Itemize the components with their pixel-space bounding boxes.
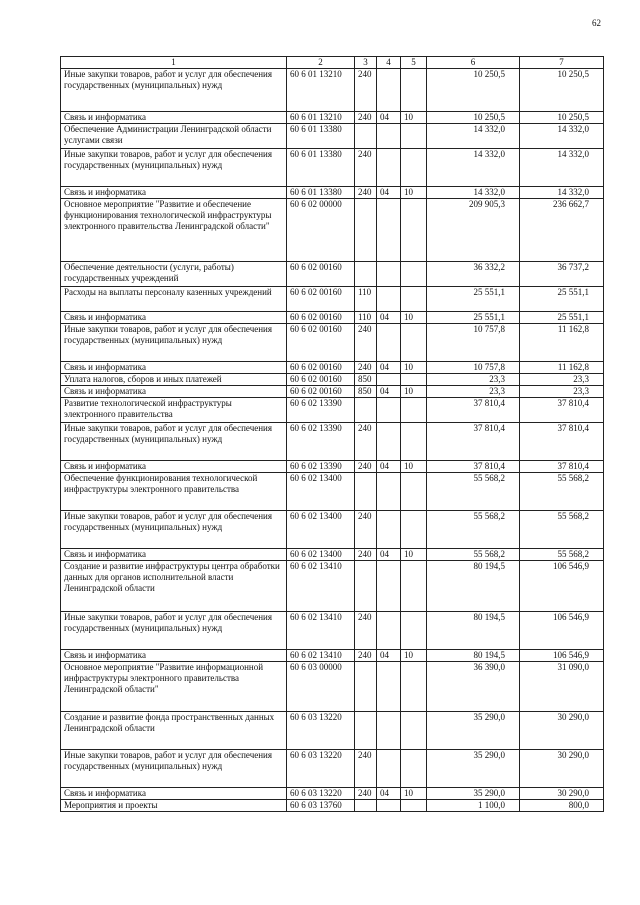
- pr-cell: 10: [401, 312, 427, 324]
- value-2025-cell: 55 568,2: [520, 549, 604, 561]
- value-2025-cell: 36 737,2: [520, 262, 604, 287]
- value-2025-cell: 236 662,7: [520, 199, 604, 262]
- value-2025-cell: 37 810,4: [520, 461, 604, 473]
- pr-cell: [401, 149, 427, 187]
- value-2024-cell: 35 290,0: [427, 750, 520, 788]
- value-2025-cell: 25 551,1: [520, 287, 604, 312]
- rz-cell: 04: [377, 112, 401, 124]
- pr-cell: [401, 287, 427, 312]
- rz-cell: 04: [377, 362, 401, 374]
- rz-cell: [377, 511, 401, 549]
- rz-cell: [377, 561, 401, 612]
- rz-cell: 04: [377, 788, 401, 800]
- rz-cell: [377, 374, 401, 386]
- pr-cell: [401, 612, 427, 650]
- value-2025-cell: 14 332,0: [520, 149, 604, 187]
- name-cell: Обеспечение Администрации Ленинградской области услугами связи: [61, 124, 287, 149]
- value-2025-cell: 55 568,2: [520, 473, 604, 511]
- value-2024-cell: 1 100,0: [427, 800, 520, 812]
- value-2025-cell: 37 810,4: [520, 398, 604, 423]
- table-row: [61, 386, 604, 398]
- code-cell: 60 6 02 13410: [287, 650, 355, 662]
- name-cell: Связь и информатика: [61, 549, 287, 561]
- code-cell: 60 6 01 13380: [287, 187, 355, 199]
- table-row: [61, 549, 604, 561]
- rz-cell: [377, 423, 401, 461]
- header-cell: 2: [287, 57, 355, 69]
- vr-cell: [355, 800, 377, 812]
- vr-cell: [355, 662, 377, 712]
- name-cell: Обеспечение деятельности (услуги, работы) государственных учреждений: [61, 262, 287, 287]
- value-2024-cell: 36 390,0: [427, 662, 520, 712]
- name-cell: Иные закупки товаров, работ и услуг для обеспечения государственных (муниципальных) нужд: [61, 149, 287, 187]
- value-2024-cell: 80 194,5: [427, 561, 520, 612]
- table-row: [61, 362, 604, 374]
- code-cell: 60 6 01 13210: [287, 69, 355, 112]
- vr-cell: 240: [355, 423, 377, 461]
- value-2024-cell: 14 332,0: [427, 124, 520, 149]
- rz-cell: [377, 69, 401, 112]
- vr-cell: [355, 712, 377, 750]
- value-2025-cell: 106 546,9: [520, 561, 604, 612]
- name-cell: Связь и информатика: [61, 312, 287, 324]
- table-row: [61, 473, 604, 511]
- vr-cell: 110: [355, 312, 377, 324]
- vr-cell: [355, 199, 377, 262]
- table-row: [61, 262, 604, 287]
- vr-cell: 240: [355, 149, 377, 187]
- rz-cell: [377, 149, 401, 187]
- value-2025-cell: 106 546,9: [520, 650, 604, 662]
- rz-cell: [377, 750, 401, 788]
- value-2024-cell: 37 810,4: [427, 461, 520, 473]
- header-row: [61, 57, 604, 69]
- value-2025-cell: 106 546,9: [520, 612, 604, 650]
- value-2024-cell: 25 551,1: [427, 312, 520, 324]
- rz-cell: [377, 398, 401, 423]
- value-2025-cell: 23,3: [520, 374, 604, 386]
- table-row: [61, 662, 604, 712]
- vr-cell: 850: [355, 374, 377, 386]
- value-2024-cell: 80 194,5: [427, 612, 520, 650]
- rz-cell: [377, 287, 401, 312]
- table-row: [61, 423, 604, 461]
- name-cell: Основное мероприятие "Развитие и обеспечение функционирования технологической инфраструктуры электронного правительства Ленинградской области": [61, 199, 287, 262]
- vr-cell: [355, 561, 377, 612]
- table-row: [61, 287, 604, 312]
- value-2025-cell: 11 162,8: [520, 362, 604, 374]
- value-2025-cell: 37 810,4: [520, 423, 604, 461]
- rz-cell: [377, 324, 401, 362]
- table-row: [61, 149, 604, 187]
- value-2025-cell: 10 250,5: [520, 112, 604, 124]
- code-cell: 60 6 02 00160: [287, 262, 355, 287]
- header-cell: 7: [520, 57, 604, 69]
- value-2025-cell: 30 290,0: [520, 750, 604, 788]
- value-2025-cell: 55 568,2: [520, 511, 604, 549]
- pr-cell: 10: [401, 650, 427, 662]
- pr-cell: [401, 199, 427, 262]
- table-row: [61, 398, 604, 423]
- vr-cell: 240: [355, 750, 377, 788]
- name-cell: Иные закупки товаров, работ и услуг для обеспечения государственных (муниципальных) нужд: [61, 423, 287, 461]
- name-cell: Связь и информатика: [61, 112, 287, 124]
- header-cell: 5: [401, 57, 427, 69]
- header-cell: 6: [427, 57, 520, 69]
- pr-cell: 10: [401, 187, 427, 199]
- vr-cell: 240: [355, 511, 377, 549]
- table-row: [61, 650, 604, 662]
- code-cell: 60 6 02 00160: [287, 386, 355, 398]
- name-cell: Создание и развитие фонда пространственных данных Ленинградской области: [61, 712, 287, 750]
- value-2025-cell: 14 332,0: [520, 124, 604, 149]
- pr-cell: [401, 398, 427, 423]
- code-cell: 60 6 02 00160: [287, 362, 355, 374]
- table-body: [61, 57, 604, 812]
- vr-cell: [355, 124, 377, 149]
- vr-cell: 240: [355, 69, 377, 112]
- name-cell: Уплата налогов, сборов и иных платежей: [61, 374, 287, 386]
- name-cell: Обеспечение функционирования технологической инфраструктуры электронного правительства: [61, 473, 287, 511]
- code-cell: 60 6 02 13400: [287, 473, 355, 511]
- vr-cell: 240: [355, 549, 377, 561]
- name-cell: Связь и информатика: [61, 788, 287, 800]
- vr-cell: 110: [355, 287, 377, 312]
- name-cell: Иные закупки товаров, работ и услуг для обеспечения государственных (муниципальных) нужд: [61, 69, 287, 112]
- code-cell: 60 6 03 13220: [287, 712, 355, 750]
- rz-cell: 04: [377, 650, 401, 662]
- table-row: [61, 788, 604, 800]
- name-cell: Связь и информатика: [61, 362, 287, 374]
- pr-cell: [401, 324, 427, 362]
- rz-cell: [377, 800, 401, 812]
- rz-cell: [377, 612, 401, 650]
- vr-cell: [355, 262, 377, 287]
- rz-cell: 04: [377, 312, 401, 324]
- pr-cell: 10: [401, 788, 427, 800]
- table-row: [61, 112, 604, 124]
- name-cell: Мероприятия и проекты: [61, 800, 287, 812]
- code-cell: 60 6 01 13210: [287, 112, 355, 124]
- name-cell: Создание и развитие инфраструктуры центра обработки данных для органов исполнительной власти Ленинградской области: [61, 561, 287, 612]
- table-row: [61, 750, 604, 788]
- code-cell: 60 6 03 13760: [287, 800, 355, 812]
- vr-cell: 240: [355, 612, 377, 650]
- value-2024-cell: 36 332,2: [427, 262, 520, 287]
- table-row: [61, 461, 604, 473]
- code-cell: 60 6 02 13390: [287, 398, 355, 423]
- vr-cell: [355, 473, 377, 511]
- name-cell: Связь и информатика: [61, 461, 287, 473]
- header-cell: 4: [377, 57, 401, 69]
- pr-cell: [401, 69, 427, 112]
- table-row: [61, 800, 604, 812]
- code-cell: 60 6 01 13380: [287, 149, 355, 187]
- value-2024-cell: 37 810,4: [427, 423, 520, 461]
- vr-cell: 240: [355, 362, 377, 374]
- value-2025-cell: 11 162,8: [520, 324, 604, 362]
- code-cell: 60 6 02 00160: [287, 324, 355, 362]
- vr-cell: 240: [355, 650, 377, 662]
- vr-cell: [355, 398, 377, 423]
- pr-cell: [401, 124, 427, 149]
- value-2025-cell: 30 290,0: [520, 788, 604, 800]
- pr-cell: [401, 511, 427, 549]
- rz-cell: [377, 124, 401, 149]
- header-cell: 3: [355, 57, 377, 69]
- table-row: [61, 187, 604, 199]
- name-cell: Связь и информатика: [61, 187, 287, 199]
- code-cell: 60 6 02 00160: [287, 287, 355, 312]
- value-2024-cell: 55 568,2: [427, 511, 520, 549]
- code-cell: 60 6 03 00000: [287, 662, 355, 712]
- table-row: [61, 124, 604, 149]
- pr-cell: 10: [401, 461, 427, 473]
- vr-cell: 240: [355, 461, 377, 473]
- value-2024-cell: 10 757,8: [427, 324, 520, 362]
- code-cell: 60 6 02 13400: [287, 511, 355, 549]
- pr-cell: [401, 662, 427, 712]
- value-2025-cell: 23,3: [520, 386, 604, 398]
- pr-cell: 10: [401, 362, 427, 374]
- page-number: 62: [592, 18, 601, 28]
- rz-cell: [377, 473, 401, 511]
- value-2025-cell: 31 090,0: [520, 662, 604, 712]
- name-cell: Связь и информатика: [61, 386, 287, 398]
- value-2024-cell: 25 551,1: [427, 287, 520, 312]
- name-cell: Иные закупки товаров, работ и услуг для обеспечения государственных (муниципальных) нужд: [61, 750, 287, 788]
- rz-cell: [377, 712, 401, 750]
- value-2024-cell: 55 568,2: [427, 549, 520, 561]
- value-2025-cell: 800,0: [520, 800, 604, 812]
- table-row: [61, 511, 604, 549]
- value-2024-cell: 37 810,4: [427, 398, 520, 423]
- vr-cell: 240: [355, 187, 377, 199]
- name-cell: Основное мероприятие "Развитие информационной инфраструктуры электронного правительства Ленинградской области": [61, 662, 287, 712]
- rz-cell: [377, 262, 401, 287]
- value-2024-cell: 23,3: [427, 374, 520, 386]
- value-2024-cell: 14 332,0: [427, 149, 520, 187]
- code-cell: 60 6 01 13380: [287, 124, 355, 149]
- code-cell: 60 6 02 00000: [287, 199, 355, 262]
- vr-cell: 240: [355, 112, 377, 124]
- code-cell: 60 6 02 00160: [287, 312, 355, 324]
- code-cell: 60 6 03 13220: [287, 788, 355, 800]
- code-cell: 60 6 02 13390: [287, 461, 355, 473]
- rz-cell: 04: [377, 461, 401, 473]
- value-2025-cell: 30 290,0: [520, 712, 604, 750]
- pr-cell: [401, 374, 427, 386]
- rz-cell: [377, 199, 401, 262]
- code-cell: 60 6 02 00160: [287, 374, 355, 386]
- code-cell: 60 6 03 13220: [287, 750, 355, 788]
- table-row: [61, 612, 604, 650]
- rz-cell: [377, 662, 401, 712]
- name-cell: Иные закупки товаров, работ и услуг для обеспечения государственных (муниципальных) нужд: [61, 612, 287, 650]
- budget-table: [60, 56, 604, 812]
- pr-cell: 10: [401, 549, 427, 561]
- table-row: [61, 712, 604, 750]
- pr-cell: [401, 712, 427, 750]
- table-row: [61, 69, 604, 112]
- pr-cell: 10: [401, 386, 427, 398]
- value-2024-cell: 55 568,2: [427, 473, 520, 511]
- value-2024-cell: 10 250,5: [427, 69, 520, 112]
- code-cell: 60 6 02 13400: [287, 549, 355, 561]
- value-2025-cell: 14 332,0: [520, 187, 604, 199]
- table-row: [61, 374, 604, 386]
- code-cell: 60 6 02 13410: [287, 612, 355, 650]
- value-2024-cell: 10 250,5: [427, 112, 520, 124]
- rz-cell: 04: [377, 386, 401, 398]
- code-cell: 60 6 02 13410: [287, 561, 355, 612]
- rz-cell: 04: [377, 187, 401, 199]
- name-cell: Расходы на выплаты персоналу казенных учреждений: [61, 287, 287, 312]
- vr-cell: 850: [355, 386, 377, 398]
- pr-cell: [401, 561, 427, 612]
- pr-cell: [401, 800, 427, 812]
- header-cell: 1: [61, 57, 287, 69]
- value-2024-cell: 35 290,0: [427, 788, 520, 800]
- table-row: [61, 324, 604, 362]
- pr-cell: [401, 262, 427, 287]
- value-2024-cell: 80 194,5: [427, 650, 520, 662]
- value-2024-cell: 35 290,0: [427, 712, 520, 750]
- value-2025-cell: 25 551,1: [520, 312, 604, 324]
- table-row: [61, 312, 604, 324]
- vr-cell: 240: [355, 324, 377, 362]
- vr-cell: 240: [355, 788, 377, 800]
- name-cell: Развитие технологической инфраструктуры электронного правительства: [61, 398, 287, 423]
- value-2024-cell: 10 757,8: [427, 362, 520, 374]
- code-cell: 60 6 02 13390: [287, 423, 355, 461]
- name-cell: Иные закупки товаров, работ и услуг для обеспечения государственных (муниципальных) нужд: [61, 324, 287, 362]
- name-cell: Иные закупки товаров, работ и услуг для обеспечения государственных (муниципальных) нужд: [61, 511, 287, 549]
- value-2024-cell: 23,3: [427, 386, 520, 398]
- rz-cell: 04: [377, 549, 401, 561]
- pr-cell: [401, 423, 427, 461]
- value-2024-cell: 209 905,3: [427, 199, 520, 262]
- value-2025-cell: 10 250,5: [520, 69, 604, 112]
- table-row: [61, 199, 604, 262]
- pr-cell: [401, 473, 427, 511]
- name-cell: Связь и информатика: [61, 650, 287, 662]
- pr-cell: [401, 750, 427, 788]
- pr-cell: 10: [401, 112, 427, 124]
- table-row: [61, 561, 604, 612]
- value-2024-cell: 14 332,0: [427, 187, 520, 199]
